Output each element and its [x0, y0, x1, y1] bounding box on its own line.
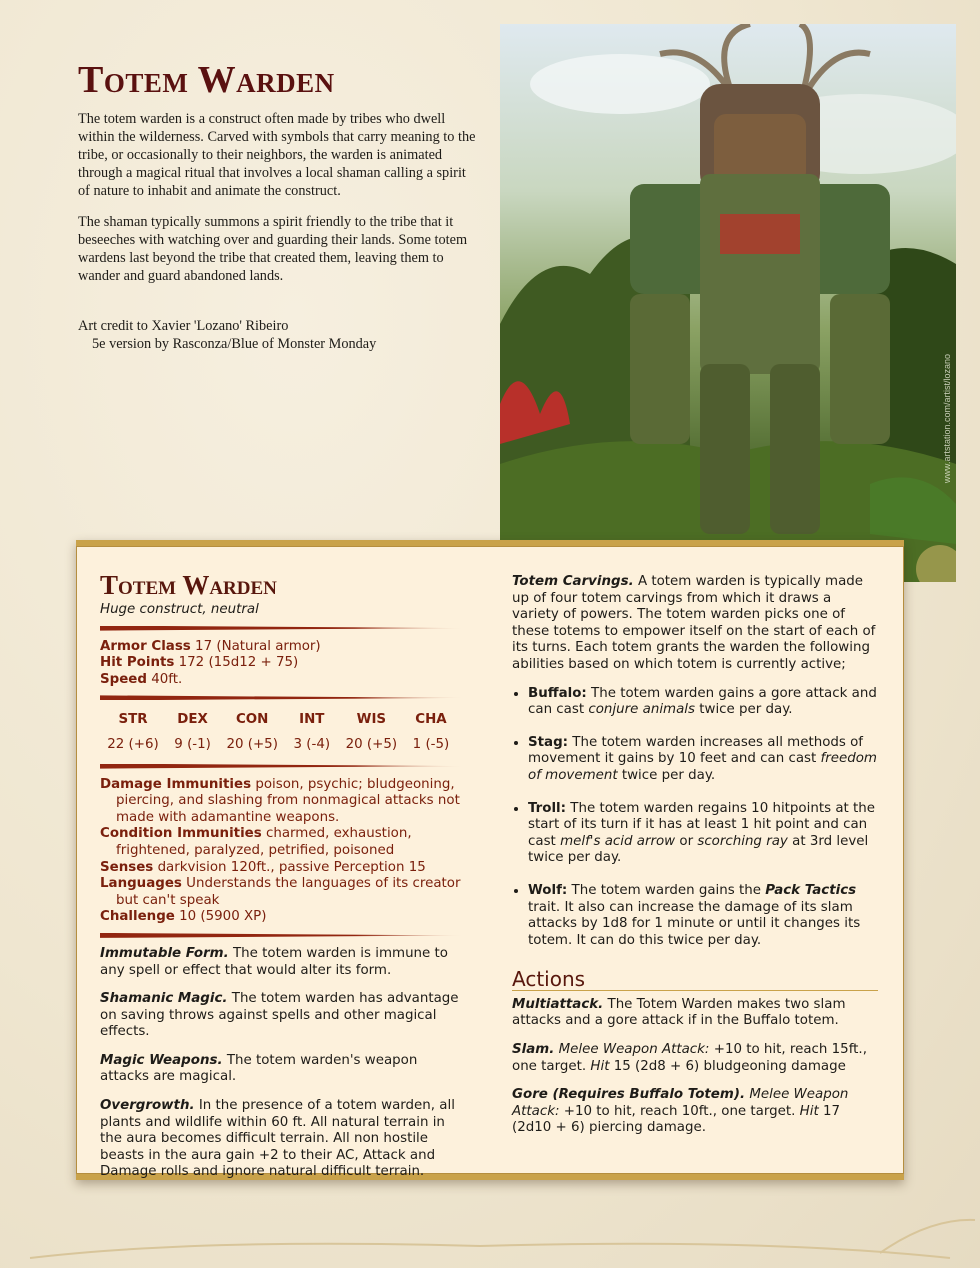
divider — [100, 933, 464, 938]
action-slam: Slam. Melee Weapon Attack: +10 to hit, reach 15ft., one target. Hit 15 (2d8 + 6) bludgeoning damage — [512, 1042, 867, 1074]
senses: Senses darkvision 120ft., passive Perception 15 — [100, 859, 426, 875]
ability-scores — [104, 712, 460, 753]
monster-name: Totem Warden — [100, 570, 277, 600]
page-footer-ornament — [0, 1198, 980, 1268]
ability-dex: DEX 9 (-1) — [174, 712, 211, 752]
artwork-illustration — [500, 24, 956, 582]
trait-magic-weapons: Magic Weapons. The totem warden's weapon attacks are magical. — [100, 1052, 418, 1085]
ability-int: INT 3 (-4) — [293, 712, 331, 752]
trait-totem-carvings: Totem Carvings. A totem warden is typically made up of four totem carvings from which it draws a variety of powers. The totem warden picks one of these totems to empower itself on the start of each of its turns. Each totem grants the warden the following abilities based on which totem is currently active; — [512, 574, 876, 672]
totem-warden-artwork — [500, 24, 956, 582]
totem-stag: • Stag: The totem warden increases all methods of movement it gains by 10 feet and can cast freedom of movement twice per day. — [528, 735, 878, 785]
intro-paragraph: The totem warden is a construct often made by tribes who dwell within the wilderness. Carved with symbols that carry meaning to the tribe, or occasionally to their neighbors, the warden is animated through a magical ritual that involves a local shaman calling a spirit of nature to inhabit and animate the construct. — [78, 111, 476, 199]
ability-wis: WIS 20 (+5) — [345, 712, 398, 752]
intro-text — [78, 110, 478, 298]
totem-buffalo: • Buffalo: The totem warden gains a gore attack and can cast conjure animals twice per day. — [528, 686, 878, 719]
speed: Speed 40ft. — [100, 671, 183, 687]
stat-block-right-column — [512, 564, 878, 1149]
version-credit: 5e version by Rasconza/Blue of Monster Monday — [92, 336, 377, 352]
ability-str: STR 22 (+6) — [107, 712, 159, 752]
actions-heading: Actions — [512, 971, 878, 991]
totem-list — [512, 686, 878, 950]
action-gore: Gore (Requires Buffalo Totem). Melee Weapon Attack: +10 to hit, reach 10ft., one target. Hit 17 (2d10 + 6) piercing damage. — [512, 1087, 849, 1136]
condition-immunities: Condition Immunities charmed, exhaustion, frightened, paralyzed, petrified, poisoned — [100, 826, 412, 858]
trait-immutable-form: Immutable Form. The totem warden is immune to any spell or effect that would alter its form. — [100, 945, 448, 978]
artwork-watermark: www.artstation.com/artist/lozano — [942, 354, 952, 484]
trait-overgrowth: Overgrowth. In the presence of a totem warden, all plants and wildlife within 60 ft. All natural terrain in the aura becomes difficult terrain. All non hostile beasts in the aura gain +2 to their AC, Attack and Damage rolls and ignore natural difficult terrain. — [100, 1098, 455, 1180]
damage-immunities: Damage Immunities poison, psychic; bludgeoning, piercing, and slashing from nonmagical attacks not made with adamantine weapons. — [100, 776, 460, 825]
ability-con: CON 20 (+5) — [226, 712, 278, 752]
ability-cha: CHA 1 (-5) — [412, 712, 450, 752]
languages: Languages Understands the languages of its creator but can't speak — [100, 876, 461, 908]
monster-type: Huge construct, neutral — [100, 602, 259, 617]
hit-points: Hit Points 172 (15d12 + 75) — [100, 655, 299, 671]
totem-wolf: • Wolf: The totem warden gains the Pack Tactics trait. It also can increase the damage of its slam attacks by 1d8 for 1 minute or until it changes its totem. It can do this twice per day. — [528, 883, 878, 949]
page-title: Totem Warden — [78, 59, 335, 101]
divider — [100, 626, 464, 631]
divider — [100, 695, 464, 700]
action-multiattack: Multiattack. The Totem Warden makes two slam attacks and a gore attack if in the Buffalo totem. — [512, 996, 846, 1029]
challenge: Challenge 10 (5900 XP) — [100, 909, 267, 925]
divider — [100, 764, 464, 769]
art-credit: Art credit to Xavier 'Lozano' Ribeiro — [78, 318, 289, 334]
armor-class: Armor Class 17 (Natural armor) — [100, 638, 321, 654]
totem-troll: • Troll: The totem warden regains 10 hitpoints at the start of its turn if it has at least 1 hit point and can cast melf's acid arrow or scorching ray at 3rd level twice per day. — [528, 801, 878, 867]
stat-block — [76, 540, 904, 1180]
trait-shamanic-magic: Shamanic Magic. The totem warden has advantage on saving throws against spells and other magical effects. — [100, 991, 459, 1040]
intro-paragraph: The shaman typically summons a spirit friendly to the tribe that it beseeches with watching over and guarding their lands. Some totem wardens last beyond the tribe that created them, leaving them to wander and guard abandoned lands. — [78, 214, 468, 284]
stat-block-left-column — [100, 564, 464, 1193]
